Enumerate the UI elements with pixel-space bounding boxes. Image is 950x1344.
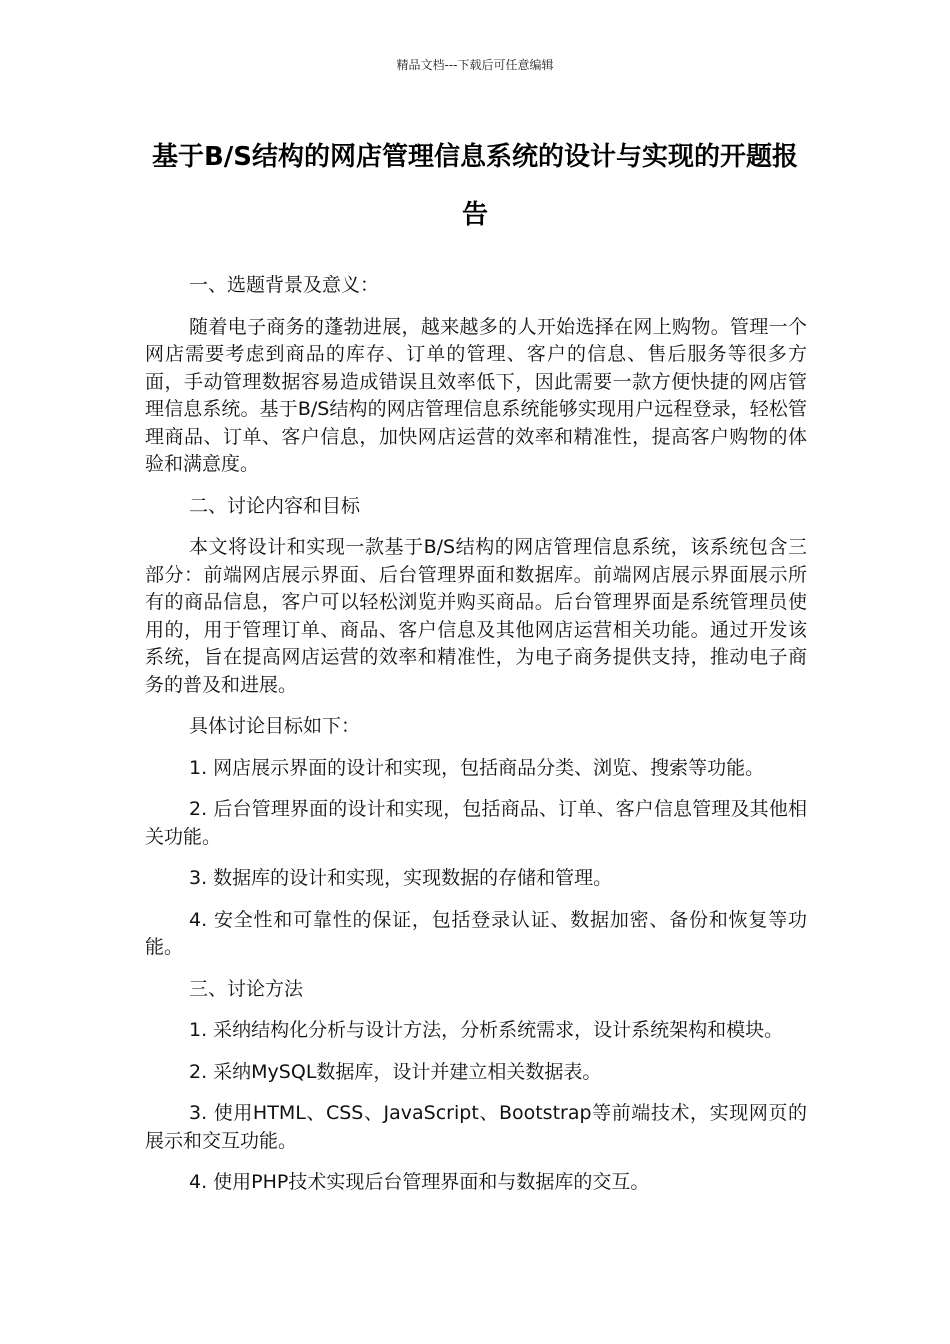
section-heading-methods: 三、讨论方法: [189, 977, 304, 1000]
list-item-goal-4: 4. 安全性和可靠性的保证，包括登录认证、数据加密、备份和恢复等功能。: [145, 908, 807, 958]
paragraph-goals-intro: 具体讨论目标如下：: [189, 715, 361, 737]
document-title: 基于B/S结构的网店管理信息系统的设计与实现的开题报告: [151, 142, 799, 230]
list-item-method-4: 4. 使用PHP技术实现后台管理界面和与数据库的交互。: [189, 1171, 650, 1193]
list-item-method-1: 1. 采纳结构化分析与设计方法，分析系统需求，设计系统架构和模块。: [189, 1019, 784, 1041]
list-item-goal-3: 3. 数据库的设计和实现，实现数据的存储和管理。: [189, 867, 613, 889]
section-heading-background: 一、选题背景及意义：: [189, 274, 380, 296]
list-item-method-2: 2. 采纳MySQL数据库，设计并建立相关数据表。: [189, 1060, 602, 1083]
list-item-goal-1: 1. 网店展示界面的设计和实现，包括商品分类、浏览、搜索等功能。: [189, 756, 765, 779]
section-heading-research-content: 二、讨论内容和目标: [189, 494, 361, 517]
paragraph-background: 随着电子商务的蓬勃进展，越来越多的人开始选择在网上购物。管理一个网店需要考虑到商品的库存、订单的管理、客户的信息、售后服务等很多方面，手动管理数据容易造成错误且效率低下，因此需要一款方便快捷的网店管理信息系统。基于B/S结构的网店管理信息系统能够实现用户远程登录，轻松管理商品、订单、客户信息，加快网店运营的效率和精准性，提高客户购物的体验和满意度。: [145, 315, 807, 475]
paragraph-research-content: 本文将设计和实现一款基于B/S结构的网店管理信息系统，该系统包含三部分：前端网店展示界面、后台管理界面和数据库。前端网店展示界面展示所有的商品信息，客户可以轻松浏览并购买商品。后台管理界面是系统管理员使用的，用于管理订单、商品、客户信息及其他网店运营相关功能。通过开发该系统，旨在提高网店运营的效率和精准性，为电子商务提供支持，推动电子商务的普及和进展。: [145, 536, 807, 696]
document-body: [145, 272, 807, 1211]
list-item-goal-2: 2. 后台管理界面的设计和实现，包括商品、订单、客户信息管理及其他相关功能。: [145, 798, 807, 848]
page-header: 精品文档---下载后可任意编辑: [396, 58, 554, 72]
list-item-method-3: 3. 使用HTML、CSS、JavaScript、Bootstrap等前端技术，实现网页的展示和交互功能。: [145, 1102, 807, 1152]
